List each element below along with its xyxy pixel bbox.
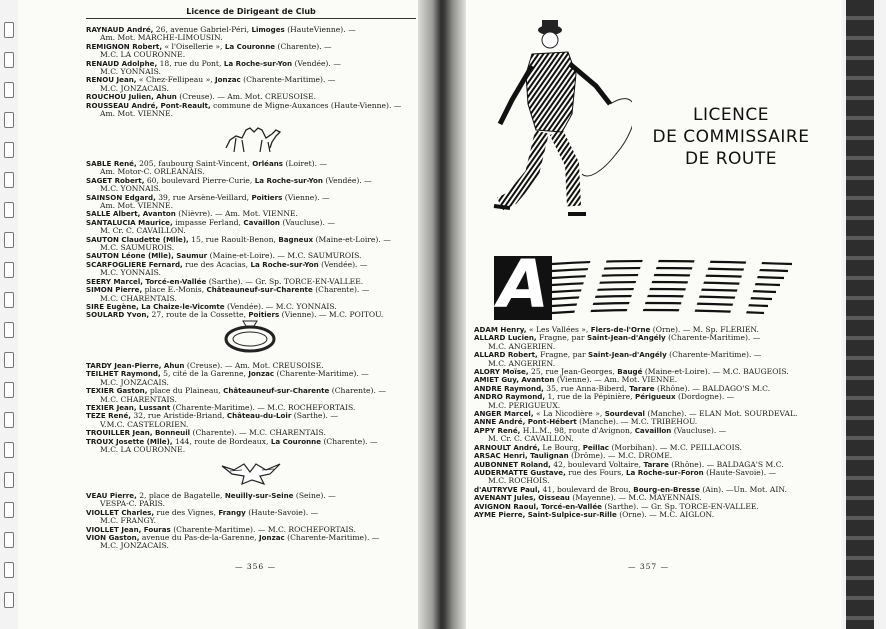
binding-hole <box>4 292 14 308</box>
directory-entry <box>86 370 414 387</box>
directory-entry <box>474 410 808 418</box>
entry-rest: (Nièvre). — Am. Mot. VIENNE. <box>178 210 298 219</box>
directory-entry <box>86 177 414 194</box>
entry-rest: (Ain). —Un. Mot. AIN. <box>702 485 787 494</box>
entry-city: La Chaize-le-Vicomte <box>141 302 225 311</box>
entry-club: M.C. JONZACAIS. <box>100 83 169 93</box>
entry-rest: (Creuse). — Am. Mot. CREUSOISE. <box>186 362 324 370</box>
binding-hole <box>4 412 14 428</box>
entry-name: REMIGNON Robert, <box>86 42 163 51</box>
entry-addr: impasse Ferland, <box>175 218 241 227</box>
entry-rest: (Charente). — <box>315 286 370 295</box>
entry-addr: 205, faubourg Saint-Vincent, <box>139 160 250 168</box>
entries-t <box>86 362 414 454</box>
entry-addr: 25, rue Jean-Georges, <box>530 368 615 377</box>
camel-icon <box>222 118 282 156</box>
entry-rest: (Charente-Maritime). — <box>668 334 761 343</box>
entry-city: Poitiers <box>251 193 283 202</box>
entry-rest: (HauteVienne). — <box>287 26 356 34</box>
entry-rest: (Seine). — <box>295 492 336 500</box>
binding-hole <box>4 22 14 38</box>
entry-city: Avanton <box>142 210 176 219</box>
entry-addr: « Les Vallées », <box>528 326 589 334</box>
directory-entry <box>474 351 808 368</box>
entry-addr: rue des Fours, <box>568 468 624 477</box>
binding-hole <box>4 442 14 458</box>
entry-name: SABLE René, <box>86 160 137 168</box>
entry-rest: (Haute-Savoie). — <box>248 508 319 517</box>
entry-rest: (Charente-Maritime). — <box>669 351 762 360</box>
entry-club: V.M.C. CASTELORIEN. <box>100 419 189 429</box>
drop-letter: A <box>494 256 552 320</box>
entry-addr: 2, place de Bagatelle, <box>139 492 223 500</box>
entry-addr: 32, rue Aristide-Briand, <box>133 412 225 421</box>
directory-entry <box>474 486 808 494</box>
directory-entry <box>86 509 414 526</box>
entry-addr: H.L.M., 98, route d'Avignon, <box>522 426 633 435</box>
entry-rest: (Charente). — M.C. CHARENTAIS. <box>192 429 326 438</box>
directory-entry <box>474 494 808 502</box>
entry-city: La Couronne <box>270 437 322 446</box>
directory-entry <box>474 427 808 444</box>
entry-name: d'AUTRYVE Paul, <box>474 485 541 494</box>
entry-name: ANDRO Raymond, <box>474 393 546 402</box>
binding-hole <box>4 82 14 98</box>
entry-name: TEZE René, <box>86 412 131 421</box>
directory-entry <box>474 469 808 486</box>
entry-addr: 60, boulevard Pierre-Curie, <box>146 176 253 185</box>
letter-banner <box>494 246 794 323</box>
entry-rest: (Vienne). — Am. Mot. VIENNE. <box>556 376 678 385</box>
entry-city: Bagneux <box>278 235 314 244</box>
directory-entry <box>86 219 414 236</box>
entry-rest: (Vendée). — <box>325 176 372 185</box>
entry-name: TARDY Jean-Pierre, <box>86 362 162 370</box>
entry-name: TROUILLER Jean, <box>86 429 153 438</box>
entry-name: ANNE André, <box>474 418 526 427</box>
entry-city: Jonzac <box>215 76 241 85</box>
directory-entry <box>474 461 808 469</box>
directory-entry <box>474 368 808 376</box>
entry-rest: (Charente-Maritime). — <box>276 370 369 379</box>
entry-rest: (Maine-et-Loire). — M.C. BAUGEOIS. <box>644 368 789 377</box>
directory-entry <box>86 60 414 77</box>
entry-city: Saint-Jean-d'Angély <box>588 351 667 360</box>
entry-name: VIOLLET Charles, <box>86 508 155 517</box>
binding-hole <box>4 322 14 338</box>
binding-hole <box>4 382 14 398</box>
directory-entry <box>474 444 808 452</box>
entry-addr: 35, rue Anna-Biberd, <box>546 384 627 393</box>
entry-addr: 1, rue de la Pépinière, <box>547 393 633 402</box>
entry-club: M.C. FRANGY. <box>100 516 157 526</box>
entry-name: SCARFOGLIERE Fernard, <box>86 260 183 269</box>
directory-entry <box>474 334 808 351</box>
directory-entry <box>86 194 414 211</box>
entry-city: Neuilly-sur-Seine <box>224 492 294 500</box>
entry-city: Châteauneuf-sur-Charente <box>206 286 313 295</box>
entry-rest: (Charente). — <box>323 437 378 446</box>
entry-name: TEXIER Jean, <box>86 404 137 413</box>
entry-addr: place E.-Monis, <box>144 286 205 295</box>
entry-rest: (Mayenne). — M.C. MAYENNAIS. <box>572 494 702 503</box>
entry-club: M.C. SAUMUROIS. <box>100 243 175 253</box>
entry-club: VESPA-C. PARIS. <box>100 499 166 509</box>
entry-city: Ahun <box>163 362 185 370</box>
entry-name: ALORY Moïse, <box>474 368 529 377</box>
entry-club: M. Cr. C. CAVAILLON. <box>488 434 574 444</box>
entry-club: M.C. ROCHOIS. <box>488 476 550 486</box>
entry-addr: rue des Vignes, <box>156 508 216 517</box>
entry-rest: (Maine-et-Loire). — M.C. SAUMUROIS. <box>209 252 362 261</box>
entry-city: Pont-Reault, <box>160 101 211 110</box>
directory-entry <box>474 393 808 410</box>
entry-city: Torcé-en-Vallée <box>541 502 602 511</box>
entry-rest: (Orne). — M.C. AIGLON. <box>619 510 715 519</box>
eagle-icon <box>220 458 284 488</box>
entry-name: SANTALUCIA Maurice, <box>86 218 173 227</box>
directory-entry <box>474 326 808 334</box>
entry-club: M.C. LA COURONNE. <box>100 50 186 60</box>
entry-name: SEERY Marcel, <box>86 277 143 286</box>
directory-entry <box>86 412 414 429</box>
directory-entry <box>86 526 414 534</box>
entry-addr: 41, boulevard de Brou, <box>542 485 631 494</box>
entry-addr: 15, rue Raoult-Benon, <box>191 235 276 244</box>
binding-hole <box>4 202 14 218</box>
title-line-1: LICENCE <box>693 105 769 125</box>
directory-entry <box>86 102 414 119</box>
entry-city: Jonzac <box>248 370 275 379</box>
entry-city: Sourdeval <box>604 410 645 419</box>
entry-city: La Roche-sur-Yon <box>254 176 323 185</box>
entry-club: M.C. YONNAIS. <box>100 184 161 194</box>
entry-name: ARSAC Henri, <box>474 452 528 461</box>
entry-rest: (Sarthe). — Gr. Sp. TORCE-EN-VALLEE. <box>208 277 364 286</box>
entry-rest: (Rhône). — BALDAGA'S M.C. <box>671 460 784 469</box>
entry-addr: rue des Acacias, <box>185 260 249 269</box>
entry-name: SIMON Pierre, <box>86 286 143 295</box>
section-title <box>646 104 816 170</box>
binding-hole <box>4 232 14 248</box>
entry-club: Am. Mot. VIENNE. <box>100 109 174 119</box>
entry-name: ALLARD Lucien, <box>474 334 537 343</box>
entries-r <box>86 26 414 118</box>
entry-city: Taulignan <box>530 452 569 461</box>
entry-city: Frangy <box>218 508 246 517</box>
entry-rest: (Vienne). — M.C. POITOU. <box>281 311 384 320</box>
entry-rest: (Sarthe). — Gr. Sp. TORCE-EN-VALLEE. <box>604 502 759 511</box>
entry-addr: Le Bourg, <box>542 443 581 452</box>
binding-hole <box>4 112 14 128</box>
entries-a <box>474 326 808 519</box>
entry-name: VEAU Pierre, <box>86 492 137 500</box>
entry-city: Saumur <box>176 252 208 261</box>
directory-entry <box>86 303 414 311</box>
directory-entry <box>86 534 414 551</box>
directory-entry <box>86 362 414 370</box>
entry-rest: (Vienne). — <box>284 193 330 202</box>
entry-city: Cavaillon <box>243 218 280 227</box>
entry-name: ANGER Marcel, <box>474 410 534 419</box>
entry-rest: (Manche). — ELAN Mot. SOURDEVAL. <box>647 410 798 419</box>
entry-rest: (Charente-Maritime). — M.C. ROCHEFORTAIS. <box>173 525 356 534</box>
entry-name: RENAUD Adolphe, <box>86 59 158 68</box>
binding-hole <box>4 532 14 548</box>
binding-hole <box>4 352 14 368</box>
entry-name: APPY René, <box>474 426 521 435</box>
entry-club: Am. Mot. MARCHE-LIMOUSIN. <box>100 33 223 43</box>
entry-rest: (Morbihan). — M.C. PEILLACOIS. <box>611 443 742 452</box>
directory-entry <box>86 26 414 43</box>
directory-entry <box>86 404 414 412</box>
entry-addr: 144, route de Bordeaux, <box>174 437 269 446</box>
entry-city: Peillac <box>582 443 610 452</box>
entry-club: M. Cr. C. CAVAILLON. <box>100 226 186 236</box>
entry-city: Jonzac <box>259 534 285 543</box>
entry-addr: 39, rue Arsène-Veillard, <box>158 193 250 202</box>
entry-city: Baugé <box>617 368 643 377</box>
entry-city: Château-du-Loir <box>226 412 292 421</box>
entry-club: M.C. JONZACAIS. <box>100 377 169 387</box>
entry-club: M.C. ANGERIEN. <box>488 341 556 351</box>
page-edge-right <box>842 0 886 629</box>
entry-name: ALLARD Robert, <box>474 351 538 360</box>
entry-rest: (Manche). — M.C. TRIBEHOU. <box>579 418 698 427</box>
entries-s <box>86 160 414 320</box>
entry-name: AVIGNON Raoul, <box>474 502 539 511</box>
ring-icon <box>222 318 278 354</box>
commissaire-figure-illustration <box>492 14 632 222</box>
entry-rest: (Sarthe). — <box>293 412 338 421</box>
directory-entry <box>86 252 414 260</box>
entry-addr: « l'Oisellerie », <box>164 42 223 51</box>
entry-club: M.C. YONNAIS. <box>100 67 161 77</box>
entry-club: M.C. CHARENTAIS. <box>100 293 177 303</box>
entry-name: TEXIER Gaston, <box>86 387 148 396</box>
entry-name: AUBONNET Roland, <box>474 460 551 469</box>
entry-city: Tarare <box>643 460 669 469</box>
entry-name: RAYNAUD André, <box>86 26 154 34</box>
entry-rest: commune de Migne-Auxances (Haute-Vienne). — <box>213 101 402 110</box>
directory-entry <box>86 438 414 455</box>
directory-entry <box>86 492 414 509</box>
entry-city: Bonneuil <box>154 429 191 438</box>
entry-city: Lussant <box>138 404 171 413</box>
directory-entry <box>86 76 414 93</box>
entry-city: Limoges <box>251 26 285 34</box>
entry-club: M.C. JONZACAIS. <box>100 541 169 551</box>
entry-city: Avanton <box>521 376 555 385</box>
entry-addr: 42, boulevard Voltaire, <box>553 460 642 469</box>
directory-entry <box>86 93 414 101</box>
entry-club: Am. Mot. VIENNE. <box>100 201 174 211</box>
entry-addr: Fragne, par <box>540 351 586 360</box>
entry-rest: (Charente). — <box>331 387 386 396</box>
entry-addr: 18, rue du Pont, <box>159 59 222 68</box>
entry-addr: avenue du Pas-de-la-Garenne, <box>141 534 257 543</box>
entry-name: TROUX Josette (Mlle), <box>86 437 173 446</box>
entry-rest: (Charente-Maritime). — <box>287 534 380 543</box>
entry-rest: (Vaucluse). — <box>673 426 727 435</box>
entry-name: ARNOULT André, <box>474 443 540 452</box>
entry-city: La Roche-sur-Yon <box>250 260 319 269</box>
entry-rest: (Dordogne). — <box>677 393 735 402</box>
binding-hole <box>4 262 14 278</box>
book-gutter <box>418 0 466 629</box>
page-number: — 357 — <box>628 562 670 571</box>
entry-rest: (Drôme). — M.C. DROME. <box>571 452 673 461</box>
entry-name: ANDRE Raymond, <box>474 384 544 393</box>
entry-city: Poitiers <box>248 311 280 320</box>
entry-city: La Roche-sur-Foron <box>626 468 704 477</box>
entry-name: ADAM Henry, <box>474 326 527 334</box>
entry-addr: 5, cité de la Garenne, <box>163 370 246 379</box>
speed-stripes-decoration <box>552 256 794 320</box>
entry-name: SAUTON Claudette (Mlle), <box>86 235 189 244</box>
entry-name: RENOU Jean, <box>86 76 137 85</box>
entry-name: SAGET Robert, <box>86 176 145 185</box>
running-head: Licence de Dirigeant de Club <box>86 7 416 19</box>
entry-addr: « Chez-Fellipeau », <box>138 76 213 85</box>
entry-city: Saint-Sulpice-sur-Rille <box>527 510 617 519</box>
entry-rest: (Charente-Maritime). — <box>243 76 336 85</box>
binding-hole <box>4 52 14 68</box>
entry-city: Flers-de-l'Orne <box>590 326 651 334</box>
entry-name: VION Gaston, <box>86 534 140 543</box>
entry-club: M.C. LA COURONNE. <box>100 445 186 455</box>
entry-city: Pont-Hébert <box>527 418 577 427</box>
directory-entry <box>86 261 414 278</box>
entry-name: AMIET Guy, <box>474 376 519 385</box>
directory-entry <box>86 286 414 303</box>
title-line-3: DE ROUTE <box>685 149 777 169</box>
entry-addr: Fragne, par <box>539 334 585 343</box>
binding-hole <box>4 502 14 518</box>
page-357 <box>470 0 842 629</box>
binding-hole <box>4 142 14 158</box>
entry-name: SALLE Albert, <box>86 210 141 219</box>
entry-rest: (Vendée). — <box>321 260 368 269</box>
entry-name: SAUTON Léone (Mlle), <box>86 252 174 261</box>
entry-name: ROUCHOU Julien, <box>86 93 154 102</box>
entry-addr: 27, route de la Cossette, <box>151 311 246 320</box>
entry-addr: place du Plaineau, <box>149 387 221 396</box>
directory-entry <box>86 278 414 286</box>
entry-rest: (Creuse). — Am. Mot. CREUSOISE. <box>179 93 317 102</box>
directory-entry <box>86 210 414 218</box>
entry-name: ROUSSEAU André, <box>86 101 159 110</box>
entry-rest: (Rhône). — BALDAGO'S M.C. <box>656 384 771 393</box>
directory-entry <box>474 385 808 393</box>
entry-addr: 26, avenue Gabriel-Péri, <box>155 26 250 34</box>
entry-name: SOULARD Yvon, <box>86 311 150 320</box>
page-356 <box>70 0 415 629</box>
entry-rest: (Charente-Maritime). — M.C. ROCHEFORTAIS. <box>172 404 356 413</box>
directory-entry <box>474 376 808 384</box>
entry-name: SAINSON Edgard, <box>86 193 156 202</box>
entry-city: Torcé-en-Vallée <box>145 277 207 286</box>
entry-rest: (Vendée). — <box>294 59 341 68</box>
entry-city: Fouras <box>143 525 171 534</box>
entry-rest: (Maine-et-Loire). — <box>315 235 391 244</box>
title-line-2: DE COMMISSAIRE <box>652 127 810 147</box>
entry-name: SIRE Eugène, <box>86 302 139 311</box>
entry-city: La Couronne <box>224 42 276 51</box>
spiral-binding-left <box>0 0 18 629</box>
entry-club: M.C. PERIGUEUX. <box>488 400 561 410</box>
entry-name: AYME Pierre, <box>474 510 526 519</box>
entry-city: Périgueux <box>635 393 676 402</box>
directory-entry <box>86 236 414 253</box>
entry-city: Oisseau <box>538 494 570 503</box>
entry-city: Ahun <box>156 93 177 102</box>
entry-club: M.C. ANGERIEN. <box>488 358 556 368</box>
entry-name: TEILHET Raymond, <box>86 370 161 379</box>
entry-rest: (Loiret). — <box>285 160 328 168</box>
directory-entry <box>86 429 414 437</box>
directory-entry <box>86 387 414 404</box>
entry-rest: (Vendée). — M.C. YONNAIS. <box>227 302 337 311</box>
entry-city: Châteauneuf-sur-Charente <box>223 387 330 396</box>
entry-rest: (Orne). — M. Sp. FLERIEN. <box>652 326 759 334</box>
entry-club: Am. Motor-C. ORLEANAIS. <box>100 167 205 177</box>
directory-entry <box>474 452 808 460</box>
entry-club: M.C. CHARENTAIS. <box>100 394 177 404</box>
entry-city: Bourg-en-Bresse <box>633 485 700 494</box>
binding-hole <box>4 562 14 578</box>
entry-city: Saint-Jean-d'Angély <box>586 334 666 343</box>
entry-name: VIOLLET Jean, <box>86 525 142 534</box>
entry-city: Tarare <box>629 384 655 393</box>
entry-city: Cavaillon <box>634 426 672 435</box>
directory-entry <box>474 511 808 519</box>
directory-entry <box>474 503 808 511</box>
entry-city: La Roche-sur-Yon <box>223 59 293 68</box>
entry-rest: (Haute-Savoie). — <box>706 468 777 477</box>
entry-addr: « La Nicodière », <box>535 410 603 419</box>
directory-entry <box>474 418 808 426</box>
binding-hole <box>4 472 14 488</box>
entry-club: M.C. YONNAIS. <box>100 268 161 278</box>
page-number: — 356 — <box>235 562 277 571</box>
directory-entry <box>86 43 414 60</box>
binding-hole <box>4 172 14 188</box>
directory-entry <box>86 160 414 177</box>
entry-city: Orléans <box>252 160 284 168</box>
entry-name: AUDERMATTE Gustave, <box>474 468 566 477</box>
entry-rest: (Charente). — <box>277 42 332 51</box>
entries-v <box>86 492 414 551</box>
entry-name: AVENANT Jules, <box>474 494 536 503</box>
entry-rest: (Vaucluse). — <box>282 218 335 227</box>
binding-hole <box>4 592 14 608</box>
